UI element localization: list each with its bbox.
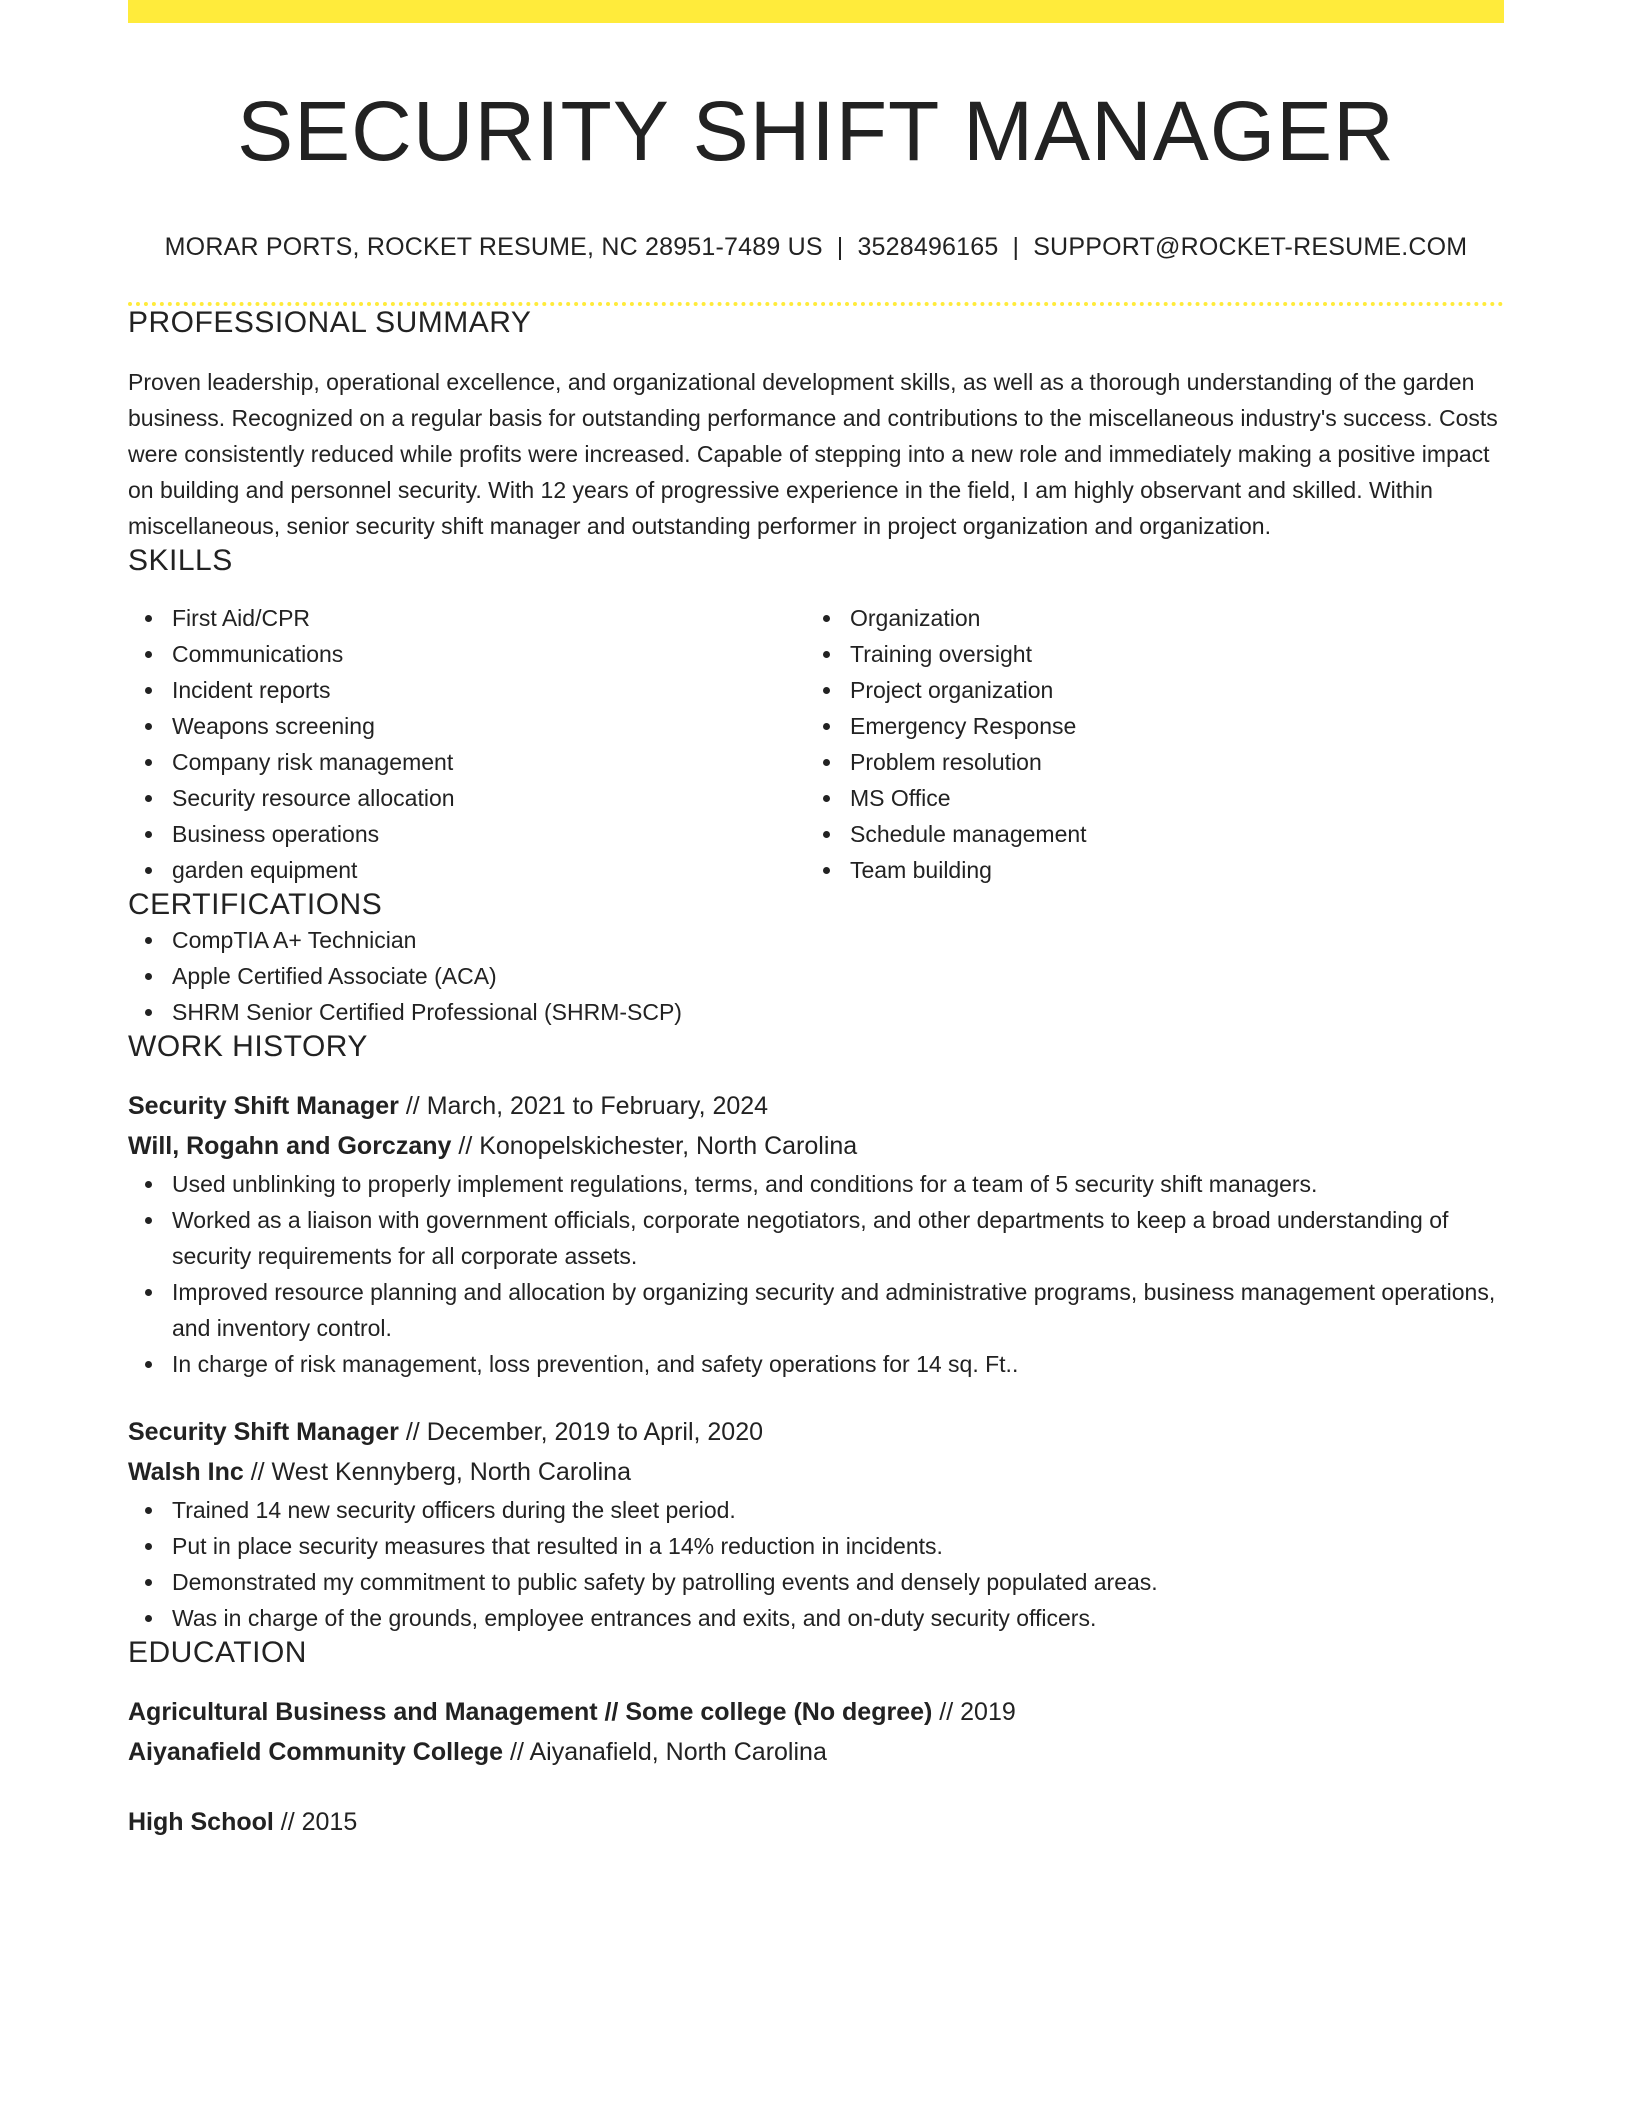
skill-item: Schedule management	[806, 816, 1484, 852]
skill-item: Organization	[806, 600, 1484, 636]
job-bullet: Trained 14 new security officers during the sleet period.	[128, 1492, 1504, 1528]
skill-item: Security resource allocation	[128, 780, 806, 816]
job-bullet: Improved resource planning and allocation by organizing security and administrative programs, business management operations, and inventory control.	[128, 1274, 1504, 1346]
contact-line	[128, 233, 1504, 262]
skill-item: Team building	[806, 852, 1484, 888]
job-role-line	[128, 1412, 1504, 1452]
education-entry	[128, 1802, 1504, 1842]
skill-item: Communications	[128, 636, 806, 672]
certifications-list	[128, 922, 1504, 1030]
job-company-line	[128, 1126, 1504, 1166]
contact-separator: |	[1012, 233, 1020, 262]
skill-item: Training oversight	[806, 636, 1484, 672]
skill-item: Incident reports	[128, 672, 806, 708]
job-dates: // March, 2021 to February, 2024	[398, 1092, 769, 1121]
job-role: Security Shift Manager	[128, 1092, 399, 1121]
contact-separator: |	[836, 233, 844, 262]
certification-item: CompTIA A+ Technician	[128, 922, 1504, 958]
skill-item: garden equipment	[128, 852, 806, 888]
education-school-line	[128, 1732, 1504, 1772]
skill-item: Problem resolution	[806, 744, 1484, 780]
job-location: // Konopelskichester, North Carolina	[451, 1132, 858, 1161]
education-school: Aiyanafield Community College	[128, 1738, 504, 1767]
job-bullet: Was in charge of the grounds, employee entrances and exits, and on-duty security officers.	[128, 1600, 1504, 1636]
job-role-line	[128, 1086, 1504, 1126]
job-role: Security Shift Manager	[128, 1418, 399, 1447]
job-dates: // December, 2019 to April, 2020	[398, 1418, 764, 1447]
job-bullet: Used unblinking to properly implement regulations, terms, and conditions for a team of 5 security shift managers.	[128, 1166, 1504, 1202]
skill-item: Company risk management	[128, 744, 806, 780]
education-degree-line	[128, 1692, 1504, 1732]
skill-item: Emergency Response	[806, 708, 1484, 744]
skills-columns	[128, 600, 1504, 888]
job-bullets	[128, 1166, 1504, 1382]
skill-item: Weapons screening	[128, 708, 806, 744]
work-history-heading: WORK HISTORY	[128, 1030, 368, 1064]
job-company-line	[128, 1452, 1504, 1492]
skills-list-left	[128, 600, 806, 888]
education-degree-line	[128, 1802, 1504, 1842]
summary-heading: PROFESSIONAL SUMMARY	[128, 306, 532, 340]
skill-item: Business operations	[128, 816, 806, 852]
education-year: // 2019	[932, 1698, 1016, 1727]
job-company: Will, Rogahn and Gorczany	[128, 1132, 452, 1161]
job-company: Walsh Inc	[128, 1458, 244, 1487]
skill-item: Project organization	[806, 672, 1484, 708]
education-degree: Agricultural Business and Management // Some college (No degree)	[128, 1698, 933, 1727]
certification-item: SHRM Senior Certified Professional (SHRM-SCP)	[128, 994, 1504, 1030]
skills-heading: SKILLS	[128, 544, 233, 578]
job-bullets	[128, 1492, 1504, 1636]
job-bullet: Worked as a liaison with government officials, corporate negotiators, and other departments to keep a broad understanding of security requirements for all corporate assets.	[128, 1202, 1504, 1274]
certifications-heading: CERTIFICATIONS	[128, 888, 383, 922]
job-bullet: Demonstrated my commitment to public safety by patrolling events and densely populated areas.	[128, 1564, 1504, 1600]
resume-page	[128, 0, 1504, 1842]
certification-item: Apple Certified Associate (ACA)	[128, 958, 1504, 994]
skill-item: MS Office	[806, 780, 1484, 816]
education-location: // Aiyanafield, North Carolina	[503, 1738, 827, 1767]
job-entry	[128, 1086, 1504, 1382]
skill-item: First Aid/CPR	[128, 600, 806, 636]
summary-text: Proven leadership, operational excellence, and organizational development skills, as well as a thorough understanding of the garden business. Recognized on a regular basis for outstanding performance and contributions to the miscellaneous industry's success. Costs were consistently reduced while profits were increased. Capable of stepping into a new role and immediately making a positive impact on building and personnel security. With 12 years of progressive experience in the field, I am highly observant and skilled. Within miscellaneous, senior security shift manager and outstanding performer in project organization and organization.	[128, 369, 1498, 540]
job-bullet: In charge of risk management, loss prevention, and safety operations for 14 sq. Ft..	[128, 1346, 1504, 1382]
contact-email: SUPPORT@ROCKET-RESUME.COM	[1033, 233, 1468, 262]
contact-phone: 3528496165	[857, 233, 999, 262]
job-bullet: Put in place security measures that resulted in a 14% reduction in incidents.	[128, 1528, 1504, 1564]
contact-address: MORAR PORTS, ROCKET RESUME, NC 28951-7489 US	[164, 233, 823, 262]
education-year: // 2015	[273, 1808, 358, 1837]
skills-list-right	[806, 600, 1484, 888]
resume-name: SECURITY SHIFT MANAGER	[237, 84, 1395, 178]
job-location: // West Kennyberg, North Carolina	[243, 1458, 631, 1487]
accent-bar	[128, 0, 1504, 23]
education-heading: EDUCATION	[128, 1636, 307, 1670]
job-entry	[128, 1412, 1504, 1636]
education-entry	[128, 1692, 1504, 1772]
education-degree: High School	[128, 1808, 274, 1837]
